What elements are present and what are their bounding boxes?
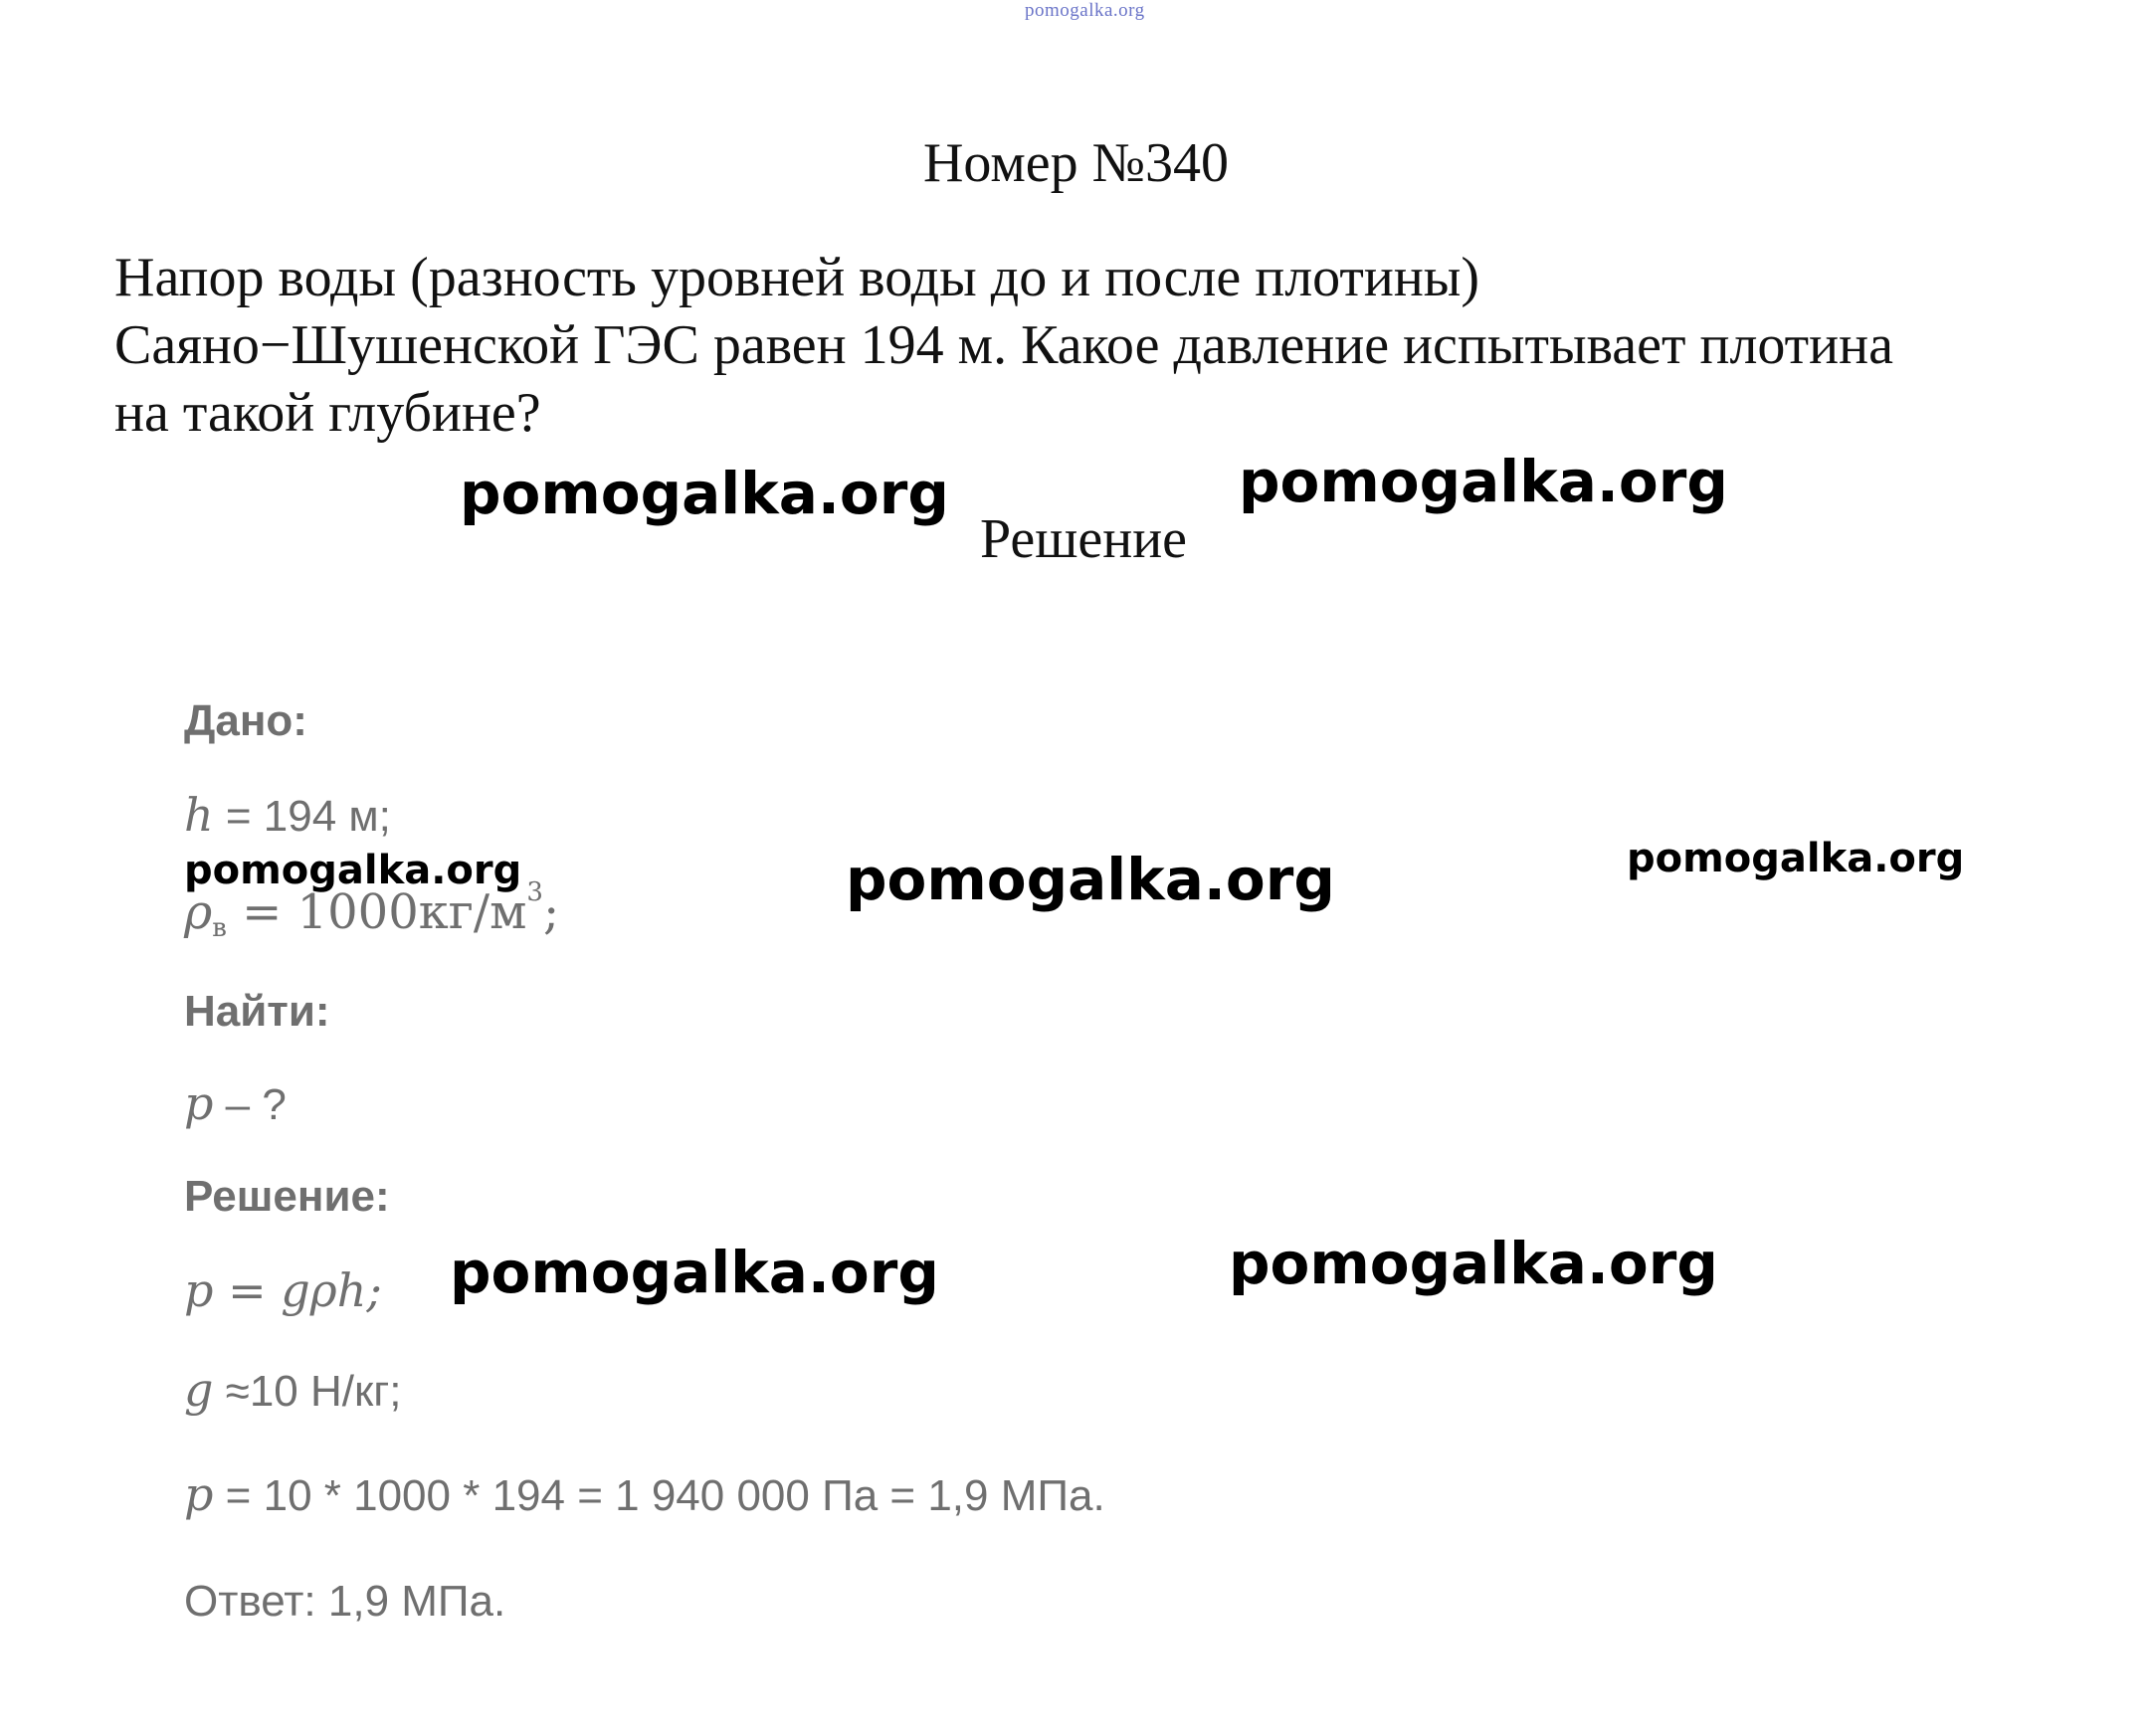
watermark: pomogalka.org [1239,448,1728,515]
watermark: pomogalka.org [1627,836,1965,881]
rho-subscript: в [212,913,227,943]
h-variable: h [184,788,214,842]
formula-rest: = gρh; [213,1263,382,1317]
calc-rest: = 10 * 1000 * 194 = 1 940 000 Па = 1,9 МПа. [213,1471,1105,1520]
watermark: pomogalka.org [1229,1230,1718,1297]
header-site-mark: pomogalka.org [1025,0,1145,21]
answer-line: Ответ: 1,9 МПа. [184,1577,506,1626]
calc-variable: p [184,1467,214,1521]
section-heading: Решение [980,508,1188,570]
find-label: Найти: [184,987,330,1036]
find-variable: p [184,1076,214,1130]
given-label: Дано: [184,696,307,745]
g-line [184,1363,402,1417]
given-h [184,788,391,842]
watermark: pomogalka.org [184,848,522,893]
rho-end: ; [542,884,560,940]
watermark: pomogalka.org [846,846,1335,913]
page-title: Номер №340 [922,132,1230,194]
find-rest: – ? [213,1080,287,1129]
rho-value: = 1000кг/м [226,884,527,940]
find-line [184,1076,287,1130]
watermark: pomogalka.org [460,460,949,527]
problem-statement [114,244,2064,447]
calculation-line [184,1467,1105,1521]
watermark: pomogalka.org [450,1239,939,1306]
g-variable: g [184,1363,214,1417]
h-value: = 194 м; [213,792,391,841]
problem-line: Саяно−Шушенской ГЭС равен 194 м. Какое давление испытывает плотина [114,314,1893,376]
rho-variable: ρ [184,884,213,940]
rho-superscript: 3 [526,877,543,907]
problem-line: Напор воды (разность уровней воды до и после плотины) [114,247,1480,308]
solution-label: Решение: [184,1172,390,1221]
formula-variable: p [184,1263,214,1317]
g-rest: ≈10 Н/кг; [213,1367,402,1416]
problem-line: на такой глубине? [114,382,541,444]
formula-line [184,1263,382,1317]
